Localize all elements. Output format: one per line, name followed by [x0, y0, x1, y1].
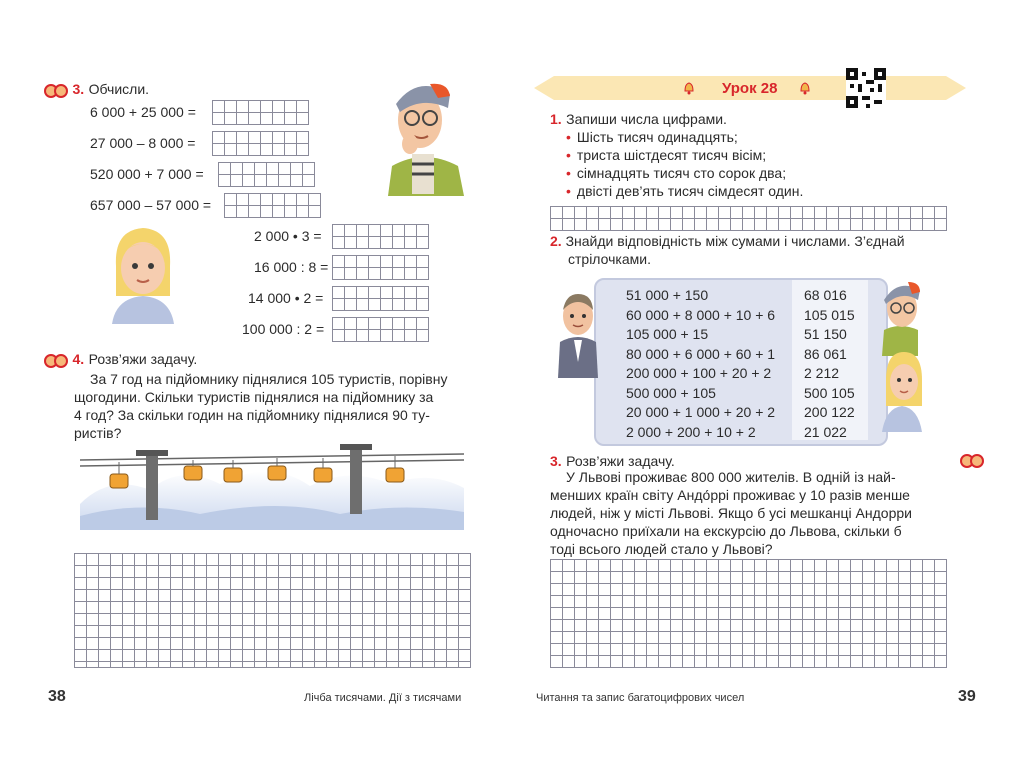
- numbers-list: [804, 286, 855, 442]
- expression: 520 000 + 7 000 =: [90, 166, 204, 182]
- number-item[interactable]: 2 212: [804, 365, 840, 381]
- task1-list: [566, 128, 803, 200]
- text-line: менших країн світу Андо́ррі проживає у 10 разів менше: [550, 487, 910, 503]
- bullet-icon: •: [566, 147, 571, 163]
- task-title: Знайди відповідність між сумами і числами. З’єднай: [565, 233, 905, 249]
- task4-header: [44, 350, 197, 369]
- expression: 16 000 : 8 =: [254, 259, 329, 275]
- number-item[interactable]: 105 015: [804, 306, 855, 323]
- bow-icon: [960, 452, 984, 468]
- answer-grid: [332, 224, 429, 249]
- task-title: Обчисли.: [88, 81, 150, 97]
- answer-grid: [212, 100, 309, 125]
- sum-item[interactable]: 60 000 + 8 000 + 10 + 6: [626, 306, 776, 323]
- boy-peeking-illustration: [878, 278, 922, 356]
- list-item: • Шість тисяч одинадцять;: [566, 129, 738, 145]
- list-item: • двісті дев’ять тисяч сімдесят один.: [566, 183, 804, 199]
- task-title: Розв’яжи задачу.: [566, 453, 675, 469]
- text-line: людей, ніж у місті Львові. Якщо б усі мешканці Андорри: [550, 505, 912, 521]
- answer-grid: [218, 162, 315, 187]
- task-title-cont: стрілочками.: [568, 251, 651, 267]
- answer-grid: [550, 206, 947, 231]
- number-item[interactable]: 51 150: [804, 326, 847, 342]
- page-footer: Читання та запис багатоцифрових чисел: [536, 692, 745, 704]
- task-number: 4.: [72, 351, 85, 367]
- task-number: 3.: [550, 453, 562, 469]
- work-grid: [550, 559, 947, 668]
- bell-icon: [682, 81, 696, 95]
- answer-grid: [332, 255, 429, 280]
- sum-item[interactable]: 51 000 + 150: [626, 287, 709, 303]
- number-item[interactable]: 86 061: [804, 345, 847, 362]
- list-item: • триста шістдесят тисяч вісім;: [566, 147, 767, 163]
- list-item: • сімнадцять тисяч сто сорок два;: [566, 165, 787, 181]
- work-grid: [74, 553, 471, 668]
- girl-illustration: [106, 226, 180, 324]
- text-line: За 7 год на підйомнику піднялися 105 туристів, порівну: [90, 371, 448, 387]
- page-footer: Лічба тисячами. Дії з тисячами: [304, 692, 462, 704]
- task-title: Запиши числа цифрами.: [566, 111, 727, 127]
- expression: 14 000 • 2 =: [248, 290, 324, 306]
- sum-item[interactable]: 200 000 + 100 + 20 + 2: [626, 365, 772, 381]
- qr-code-icon: [846, 68, 886, 108]
- page-number: 39: [958, 688, 976, 705]
- answer-grid: [212, 131, 309, 156]
- bullet-icon: •: [566, 165, 571, 181]
- expression: 27 000 – 8 000 =: [90, 135, 196, 151]
- text-line: щогодини. Скільки туристів піднялися на підйомнику за: [74, 389, 434, 405]
- text-line: тоді всього людей стало у Львові?: [550, 541, 773, 557]
- number-item[interactable]: 21 022: [804, 423, 847, 440]
- task-number: 1.: [550, 111, 562, 127]
- sum-item[interactable]: 80 000 + 6 000 + 60 + 1: [626, 345, 776, 362]
- task3-header: [44, 80, 149, 99]
- expression: 2 000 • 3 =: [254, 228, 322, 244]
- bullet-icon: •: [566, 129, 571, 145]
- answer-grid: [332, 286, 429, 311]
- text-line: 4 год? За скільки годин на підйомнику піднялися 90 ту-: [74, 407, 430, 423]
- number-item[interactable]: 68 016: [804, 287, 847, 303]
- sum-item[interactable]: 2 000 + 200 + 10 + 2: [626, 423, 756, 440]
- girl-peeking-illustration: [880, 350, 924, 432]
- number-item[interactable]: 500 105: [804, 384, 855, 401]
- lesson-title: Урок 28: [722, 80, 778, 97]
- problem-text: [550, 468, 950, 558]
- task-number: 2.: [550, 233, 562, 249]
- answer-grid: [224, 193, 321, 218]
- number-item[interactable]: 200 122: [804, 404, 855, 420]
- boy-illustration: [378, 78, 470, 196]
- problem-text: [74, 370, 474, 442]
- answer-grid: [332, 317, 429, 342]
- text-line: ристів?: [74, 425, 122, 441]
- expression: 6 000 + 25 000 =: [90, 104, 196, 120]
- expression: 657 000 – 57 000 =: [90, 197, 212, 213]
- sum-item[interactable]: 20 000 + 1 000 + 20 + 2: [626, 404, 776, 420]
- task-title: Розв’яжи задачу.: [88, 351, 198, 367]
- expression: 100 000 : 2 =: [242, 321, 325, 337]
- text-line: У Львові проживає 800 000 жителів. В одній із най-: [566, 469, 896, 485]
- task1-header: [550, 110, 727, 129]
- cable-car-illustration: [80, 444, 464, 530]
- sums-column: [626, 286, 775, 442]
- bullet-icon: •: [566, 183, 571, 199]
- sum-item[interactable]: 500 000 + 105: [626, 384, 716, 401]
- sum-item[interactable]: 105 000 + 15: [626, 326, 709, 342]
- bow-icon: [44, 82, 68, 98]
- bow-icon: [44, 352, 68, 368]
- bell-icon: [798, 81, 812, 95]
- text-line: одночасно приїхали на екскурсію до Львова, скільки б: [550, 523, 902, 539]
- task2-header: [550, 232, 950, 268]
- man-illustration: [556, 292, 600, 378]
- task-number: 3.: [72, 81, 85, 97]
- page-number: 38: [48, 688, 66, 705]
